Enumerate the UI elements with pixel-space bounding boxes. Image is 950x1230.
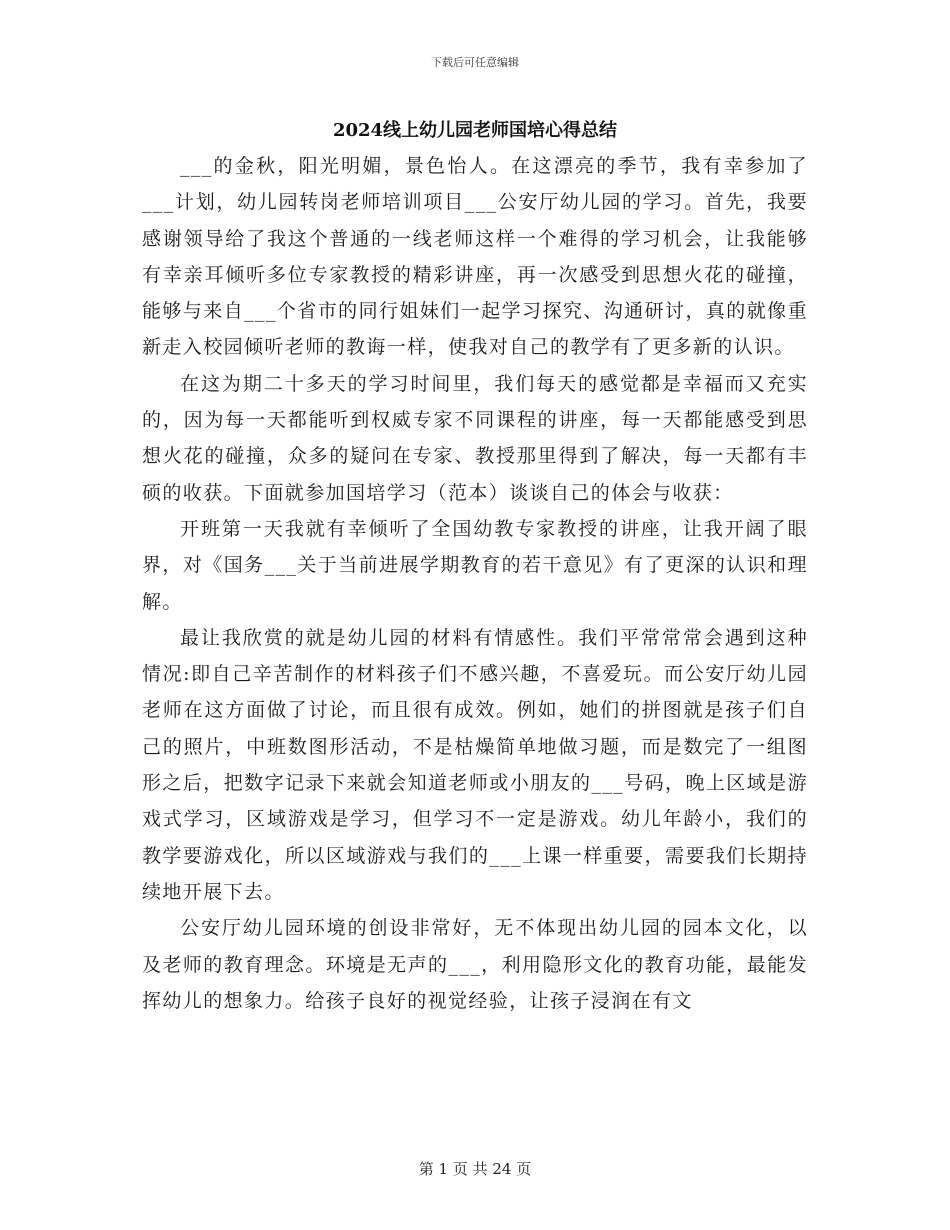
document-title: 2024线上幼儿园老师国培心得总结	[332, 120, 618, 141]
paragraph: 在这为期二十多天的学习时间里，我们每天的感觉都是幸福而又充实的，因为每一天都能听到权威专家不同课程的讲座，每一天都能感受到思想火花的碰撞，众多的疑问在专家、教授那里得到了解决，每一天都有丰硕的收获。下面就参加国培学习（范本）谈谈自己的体会与收获：	[142, 372, 808, 504]
paragraph: ___的金秋，阳光明媚，景色怡人。在这漂亮的季节，我有幸参加了___计划，幼儿园转岗老师培训项目___公安厅幼儿园的学习。首先，我要感谢领导给了我这个普通的一线老师这样一个难得的学习机会，让我能够有幸亲耳倾听多位专家教授的精彩讲座，再一次感受到思想火花的碰撞，能够与来自___个省市的同行姐妹们一起学习探究、沟通研讨，真的就像重新走入校园倾听老师的教诲一样，使我对自己的教学有了更多新的认识。	[142, 155, 808, 359]
document-body	[142, 148, 808, 1019]
paragraph: 最让我欣赏的就是幼儿园的材料有情感性。我们平常常常会遇到这种情况:即自己辛苦制作的材料孩子们不感兴趣，不喜爱玩。而公安厅幼儿园老师在这方面做了讨论，而且很有成效。例如，她们的拼图就是孩子们自己的照片，中班数图形活动，不是枯燥简单地做习题，而是数完了一组图形之后，把数字记录下来就会知道老师或小朋友的___号码，晚上区域是游戏式学习，区域游戏是学习，但学习不一定是游戏。幼儿年龄小，我们的教学要游戏化，所以区域游戏与我们的___上课一样重要，需要我们长期持续地开展下去。	[142, 626, 808, 903]
page-number: 第 1 页 共 24 页	[418, 1160, 532, 1178]
paragraph: 公安厅幼儿园环境的创设非常好，无不体现出幼儿园的园本文化，以及老师的教育理念。环境是无声的___，利用隐形文化的教育功能，最能发挥幼儿的想象力。给孩子良好的视觉经验，让孩子浸润在有文	[142, 917, 808, 1012]
page-header-note: 下载后可任意编辑	[431, 56, 519, 69]
paragraph: 开班第一天我就有幸倾听了全国幼教专家教授的讲座，让我开阔了眼界，对《国务___关于当前进展学期教育的若干意见》有了更深的认识和理解。	[142, 517, 808, 613]
